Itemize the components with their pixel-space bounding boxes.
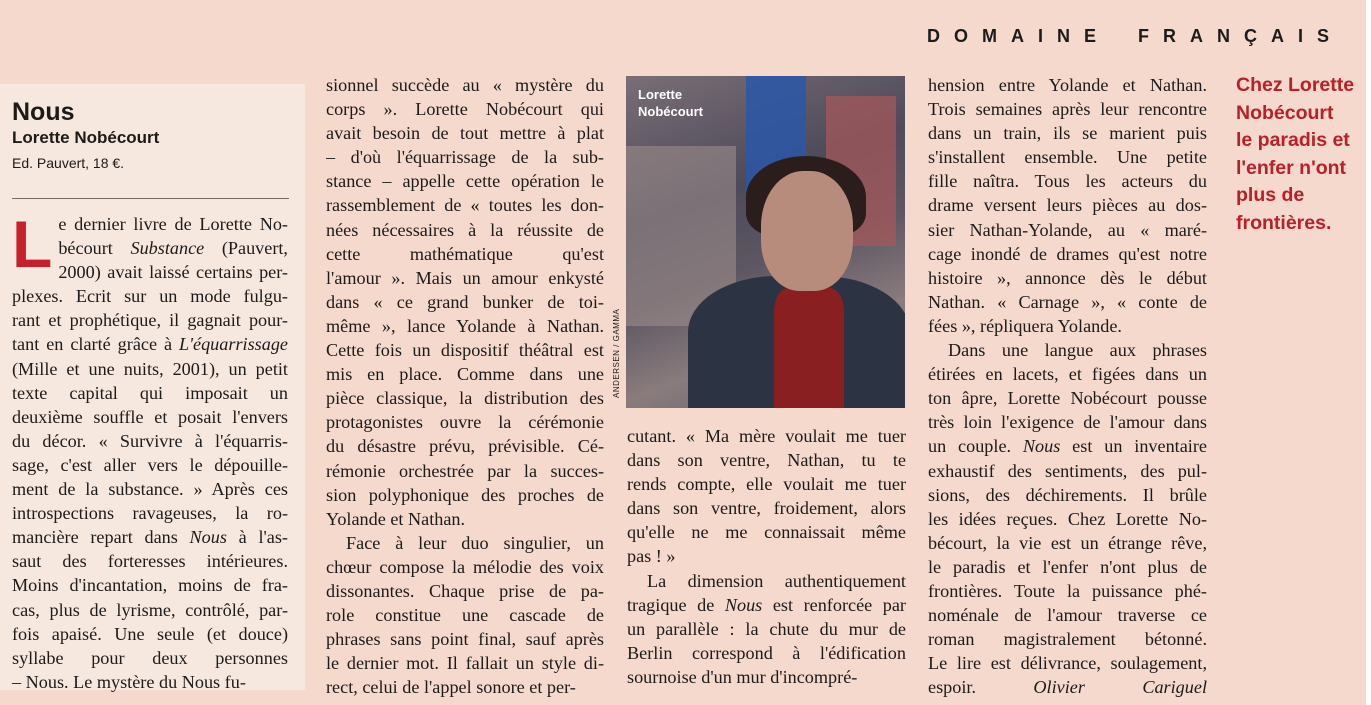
drop-cap: L	[12, 207, 53, 281]
text-line: dissonantes. Chaque prise de pa-	[326, 580, 604, 601]
text-line: sionnel succède au « mystère du	[326, 75, 604, 95]
text-line: sage, c'est aller vers le dépouille-	[12, 454, 288, 475]
text-line: (Mille et une nuits, 2001), un petit	[12, 358, 288, 379]
text-line: dans un train, ils se marient puis	[928, 123, 1207, 144]
author-signature: Olivier Cariguel	[1033, 677, 1207, 698]
text-line: corps ». Lorette Nobécourt qui	[326, 99, 604, 120]
text-line: dans « ce grand bunker de toi-	[326, 291, 604, 312]
text-line: sions, des déchirements. Il brûle	[928, 484, 1207, 505]
text-line: Face à leur duo singulier, un	[346, 532, 604, 553]
text-line: mis en place. Comme dans une	[326, 364, 604, 385]
text-line: drame versent leurs pièces au dos-	[928, 195, 1207, 216]
pull-quote-line: Chez Lorette	[1236, 74, 1355, 96]
text-line: s'installent ensemble. Une petite	[928, 147, 1207, 168]
text-line: pièce classique, la distribution des	[326, 388, 604, 409]
text-line: même », lance Yolande à Nathan.	[326, 315, 604, 336]
section-header	[899, 26, 1343, 47]
text-line: mancière repart dans Nous à l'as-	[12, 527, 288, 548]
text-line: stance – appelle cette opération le	[326, 171, 604, 192]
text-line: rant et prophétique, il gagnait pour-	[12, 310, 288, 331]
text-line: pas ! »	[627, 546, 676, 567]
text-line: un parallèle : la chute du mur de	[627, 618, 906, 639]
text-line: rect, celui de l'appel sonore et per-	[326, 677, 576, 698]
text-line: syllabe pour deux personnes	[12, 647, 288, 668]
text-line: 2000) avait laissé certains per-	[58, 262, 288, 283]
photo-credit: ANDERSEN / GAMMA	[612, 308, 621, 398]
book-publisher: Ed. Pauvert, 18 €.	[12, 155, 125, 171]
pull-quote-line: frontières.	[1236, 211, 1332, 234]
text-line: texte capital qui imposait un	[12, 382, 288, 403]
text-line: étirées en lacets, et figées dans un	[928, 364, 1207, 385]
text-line: Dans une langue aux phrases	[948, 340, 1207, 361]
text-line: fois apaisé. Une seule (et douce)	[12, 623, 288, 644]
text-line: bécourt, la vie est un étrange rêve,	[928, 532, 1207, 553]
section-header-word: DOMAINE	[927, 26, 1110, 46]
text-line: hension entre Yolande et Nathan.	[928, 75, 1207, 95]
book-title: Nous	[12, 98, 75, 126]
text-line: ment de la substance. » Après ces	[12, 479, 288, 500]
text-line: nées nécessaires à la réussite de	[326, 219, 604, 240]
book-author: Lorette Nobécourt	[12, 128, 160, 147]
page-edge	[1366, 0, 1371, 705]
section-header-word: FRANÇAIS	[1138, 26, 1343, 46]
text-line: – d'où l'équarrissage de la sub-	[326, 147, 604, 168]
pull-quote-line: le paradis et	[1236, 129, 1350, 151]
pull-quote-line: plus de	[1236, 184, 1305, 206]
text-line: Cette fois un dispositif théâtral est	[326, 340, 604, 361]
text-line: rends compte, elle voulait me tuer	[627, 474, 906, 495]
text-line: plexes. Ecrit sur un mode fulgu-	[12, 286, 288, 307]
text-line: rémonie orchestrée par la succes-	[326, 460, 604, 481]
article-column-2	[326, 73, 604, 699]
pull-quote-line: Nobécourt	[1236, 101, 1334, 124]
text-line: Yolande et Nathan.	[326, 508, 466, 529]
text-line: Berlin correspond à l'édification	[627, 642, 906, 663]
text-line: role constitue une cascade de	[326, 605, 604, 626]
text-line: cette mathématique qu'est	[326, 243, 604, 264]
text-line: dans son ventre, Nathan, tu te	[627, 450, 906, 471]
text-line: Nathan. « Carnage », « conte de	[928, 291, 1207, 312]
text-line: histoire », annonce dès le début	[928, 267, 1207, 288]
text-line: Le lire est délivrance, soulagement,	[928, 653, 1207, 674]
text-line: avait besoin de tout mettre à plat	[326, 123, 604, 144]
text-line: chœur compose la mélodie des voix	[326, 556, 604, 577]
text-line: exhaustif des sentiments, des pul-	[928, 460, 1207, 481]
pull-quote-line: l'enfer n'ont	[1236, 156, 1347, 179]
text-line: introspections ravageuses, la ro-	[12, 503, 288, 524]
text-line: espoir. Olivier Cariguel	[928, 677, 1207, 698]
text-line: du décor. « Survivre à l'équarris-	[12, 430, 288, 451]
text-line: un couple. Nous est un inventaire	[928, 436, 1207, 457]
text-line: dans son ventre, froidement, alors	[627, 498, 906, 519]
text-line: sion polyphonique des proches de	[326, 484, 604, 505]
text-line: tant en clarté grâce à L'équarrissage	[12, 334, 288, 355]
text-line: cutant. « Ma mère voulait me tuer	[627, 426, 906, 446]
pull-quote	[1236, 72, 1361, 237]
text-line: bécourt Substance (Pauvert,	[58, 238, 288, 259]
text-line: le paradis et l'enfer n'ont plus de	[928, 556, 1207, 577]
text-line: du désastre prévu, prévisible. Cé-	[326, 436, 604, 457]
text-line: les idées reçues. Chez Lorette No-	[928, 508, 1207, 529]
article-column-4	[928, 73, 1207, 699]
photo-caption: Lorette Nobécourt	[638, 87, 703, 119]
text-line: l'amour ». Mais un amour enkysté	[326, 267, 604, 288]
text-line: frontières. Toute la puissance phé-	[928, 580, 1207, 601]
text-line: cas, plus de lyrisme, contrôlé, par-	[12, 599, 288, 620]
text-line: roman magistralement bétonné.	[928, 629, 1207, 650]
author-photo	[626, 76, 905, 408]
text-line: le dernier mot. Il fallait un style di-	[326, 653, 604, 674]
text-line: sournoise d'un mur d'incompré-	[627, 666, 858, 687]
text-line: noménale de l'amour traverse ce	[928, 605, 1207, 626]
text-line: deuxième souffle et posait l'envers	[12, 406, 288, 427]
text-line: rassemblement de « toutes les don-	[326, 195, 604, 216]
text-line: tragique de Nous est renforcée par	[627, 594, 906, 615]
text-line: – Nous. Le mystère du Nous fu-	[12, 671, 246, 692]
text-line: Moins d'incantation, moins de fra-	[12, 575, 288, 596]
text-line: e dernier livre de Lorette No-	[58, 214, 288, 234]
text-line: sier Nathan-Yolande, au « maré-	[928, 219, 1207, 240]
text-line: La dimension authentiquement	[647, 570, 906, 591]
article-column-1	[12, 207, 288, 694]
text-line: Trois semaines après leur rencontre	[928, 99, 1207, 120]
text-line: protagonistes ouvre la cérémonie	[326, 412, 604, 433]
text-line: cage inondé de drames qu'est notre	[928, 243, 1207, 264]
text-line: fille naîtra. Tous les acteurs du	[928, 171, 1207, 192]
divider	[12, 198, 289, 199]
article-column-3	[627, 424, 906, 689]
text-line: saut des forteresses intérieures.	[12, 551, 288, 572]
text-line: qu'elle ne me connaissait même	[627, 522, 906, 543]
text-line: ton âpre, Lorette Nobécourt pousse	[928, 388, 1207, 409]
text-line: fées », répliquera Yolande.	[928, 315, 1122, 336]
text-line: très loin l'exigence de l'amour dans	[928, 412, 1207, 433]
text-line: phrases sans point final, sauf après	[326, 629, 604, 650]
